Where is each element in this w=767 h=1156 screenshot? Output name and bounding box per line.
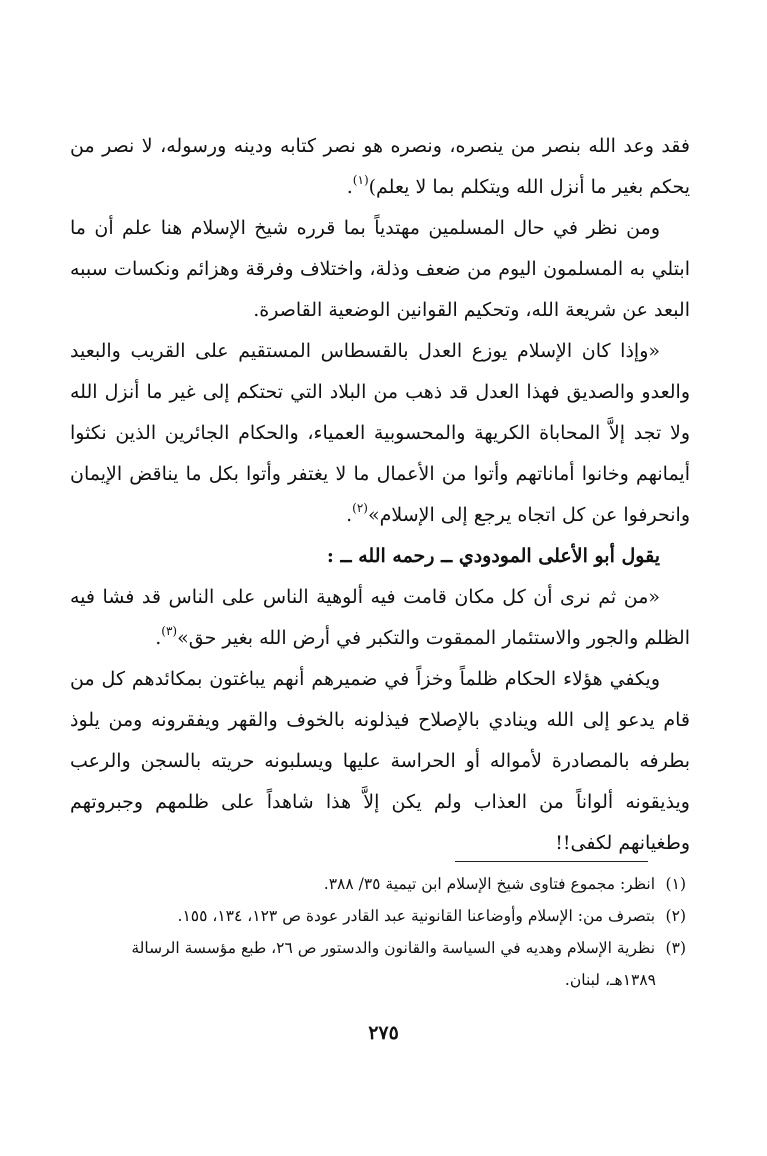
footnote-text: انظر: مجموع فتاوى شيخ الإسلام ابن تيمية ٣٥/ ٣٨٨. [323,875,656,893]
footnote-separator [455,861,648,862]
paragraph-text: يقول أبو الأعلى المودودي ــ رحمه الله ــ : [326,545,660,567]
paragraph-6 [70,659,690,864]
page-number: ٢٧٥ [368,1022,399,1044]
paragraph-text: ومن نظر في حال المسلمين مهتدياً بما قرره شيخ الإسلام هنا علم أن ما ابتلي به المسلمون اليوم من ضعف وذلة، واختلاف وفرقة وهزائم ونكسات سببه البعد عن شريعة الله، وتحكيم القوانين الوضعية القاصرة. [70,217,690,321]
footnotes [70,868,690,996]
footnote-number: (٢) [665,907,686,925]
paragraph-text: فقد وعد الله بنصر من ينصره، ونصره هو نصر كتابه ودينه ورسوله، لا نصر من يحكم بغير ما أنزل الله ويتكلم بما لا يعلم) [70,135,690,198]
footnote-ref-1: (١) [352,173,369,187]
paragraph-end: . [346,176,353,198]
footnote-text: بتصرف من: الإسلام وأوضاعنا القانونية عبد القادر عودة ص ١٢٣، ١٣٤، ١٥٥. [177,907,656,925]
body-text [70,126,690,864]
footnote-3 [70,932,690,964]
footnote-1 [70,868,690,900]
footnote-number: (١) [665,875,686,893]
paragraph-3-quote [70,331,690,536]
footnote-text: نظرية الإسلام وهديه في السياسة والقانون والدستور ص ٢٦، طبع مؤسسة الرسالة [131,939,656,957]
paragraph-5-quote [70,577,690,659]
paragraph-text: ويكفي هؤلاء الحكام ظلماً وخزاً في ضميرهم أنهم يباغتون بمكائدهم كل من قام يدعو إلى الله وينادي بالإصلاح فيذلونه بالخوف والقهر ويفقرونه ومن يلوذ بطرفه بالمصادرة لأمواله أو الحراسة عليها ويسلبونه حريته بالسجن والرعب ويذيقونه ألواناً من العذاب ولم يكن إلاَّ هذا شاهداً على ظلمهم وجبروتهم وطغيانهم لكفى!! [70,668,690,854]
footnote-2 [70,900,690,932]
paragraph-4-attribution [70,536,690,577]
paragraph-end: . [155,627,162,649]
paragraph-text: «من ثم نرى أن كل مكان قامت فيه ألوهية الناس على الناس قد فشا فيه الظلم والجور والاستئمار الممقوت والتكبر في أرض الله بغير حق» [70,586,690,649]
footnote-3-continuation: ١٣٨٩هـ، لبنان. [564,971,656,989]
paragraph-text: «وإذا كان الإسلام يوزع العدل بالقسطاس المستقيم على القريب والبعيد والعدو والصديق فهذا العدل قد ذهب من البلاد التي تحتكم إلى غير ما أنزل الله ولا تجد إلاَّ المحاباة الكريهة والمحسوبية العمياء، والحكام الجائرين الذين نكثوا أيمانهم وخانوا أماناتهم وأتوا من الأعمال ما لا يغتفر وأتوا بكل ما يناقض الإيمان وانحرفوا عن كل اتجاه يرجع إلى الإسلام» [70,340,690,526]
footnote-number: (٣) [665,939,686,957]
footnote-ref-2: (٢) [352,501,368,515]
paragraph-2 [70,208,690,331]
paragraph-end: . [346,504,353,526]
footnote-ref-3: (٣) [161,624,178,638]
paragraph-1 [70,126,690,208]
